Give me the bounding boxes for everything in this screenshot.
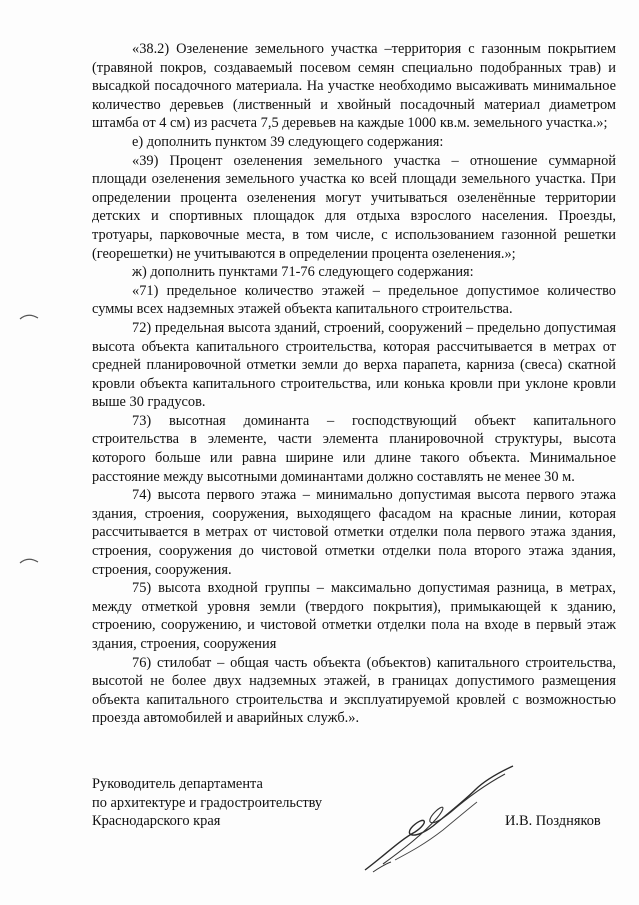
paragraph-38-2: «38.2) Озеленение земельного участка –территория с газонным покрытием (травяной покров, создаваемый посевом семян специально подобранных трав) и высадкой посадочного материала. На участке необходимо высаживать минимальное количество деревьев (лиственный и хвойный посадочный материал диаметром штамба от 4 см) из расчета 7,5 деревьев на каждые 1000 кв.м. земельного участка.»; — [92, 41, 616, 132]
paragraph-39: «39) Процент озеленения земельного участка – отношение суммарной площади озеленения земельного участка ко всей площади земельного участка. При определении процента озеленения могут учитываться озеленённые территории детских и спортивных площадок для отдыха взрослого населения. Проезды, тротуары, парковочные места, в том числе, с использованием газонной решетки (георешетки) не учитываются в определении процента озеленения.»; — [92, 152, 616, 262]
document-body — [92, 40, 616, 728]
paragraph-item-zh: ж) дополнить пунктами 71-76 следующего содержания: — [132, 264, 474, 281]
paragraph-71: «71) предельное количество этажей – предельное допустимое количество суммы всех надземных этажей объекта капитального строительства. — [92, 282, 616, 318]
paragraph-75: 75) высота входной группы – максимально допустимая разница, в метрах, между отметкой уровня земли (твердого покрытия), примыкающей к зданию, строению, сооружению, и чистовой отметки отделки пола на входе в первый этаж здания, строения, сооружения — [92, 580, 616, 652]
paragraph-72: 72) предельная высота зданий, строений, сооружений – предельно допустимая высота объекта капитального строительства, которая рассчитывается в метрах от средней планировочной отметки земли до верха парапета, карниза (свеса) скатной кровли объекта капитального строительства, или конька кровли при уклоне кровли выше 30 градусов. — [92, 319, 616, 411]
paragraph-74: 74) высота первого этажа – минимально допустимая высота первого этажа здания, строения, сооружения, выходящего фасадом на красные линии, которая рассчитывается в метрах от чистовой отметки отделки пола первого этажа здания, строения, сооружения до чистовой отметки отделки пола второго этажа здания, строения, сооружения. — [92, 487, 616, 578]
paragraph-76: 76) стилобат – общая часть объекта (объектов) капитального строительства, высотой не более двух надземных этажей, в границах допустимого размещения объекта капитального строительства и эксплуатируемой кровлей с возможностью проезда автомобилей и аварийных служб.». — [92, 654, 616, 727]
signatory-position-line: Руководитель департамента — [92, 776, 263, 792]
signatory-position-line: Краснодарского края — [92, 813, 221, 830]
paragraph-73: 73) высотная доминанта – господствующий объект капитального строительства в элементе, части элемента планировочной структуры, высота которого больше или равна ширине или длине такого объекта. Минимальное расстояние между высотными доминантами должно составлять не менее 30 м. — [92, 412, 616, 485]
punch-hole-mark — [18, 312, 40, 322]
signatory-position-line: по архитектуре и градостроительству — [92, 794, 323, 811]
signatory-position — [92, 775, 322, 831]
punch-hole-mark — [18, 556, 40, 566]
signatory-name: И.В. Поздняков — [505, 813, 601, 829]
paragraph-item-e: е) дополнить пунктом 39 следующего содержания: — [132, 133, 444, 150]
handwritten-signature — [355, 760, 515, 880]
